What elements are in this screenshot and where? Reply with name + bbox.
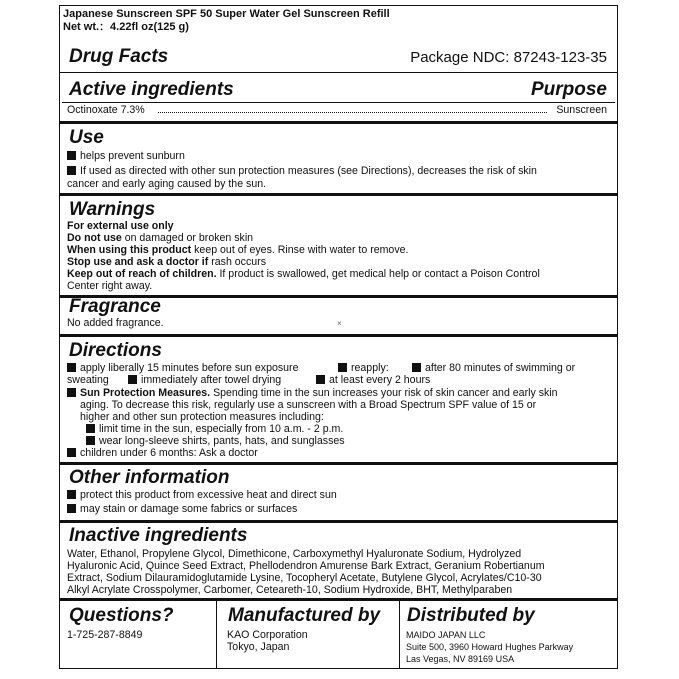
bullet-square-icon (128, 375, 137, 384)
direction-item: immediately after towel drying (128, 374, 281, 387)
use-title: Use (69, 127, 104, 148)
sun-protection-item: limit time in the sun, especially from 10 a.m. - 2 p.m. (86, 423, 343, 436)
bullet-square-icon (86, 424, 95, 433)
directions-title: Directions (69, 340, 162, 361)
use-item: If used as directed with other sun protection measures (see Directions), decreases the risk of skin (67, 165, 537, 178)
divider (59, 520, 618, 523)
bullet-square-icon (67, 363, 76, 372)
warning-keep-out: Keep out of reach of children. If product is swallowed, get medical help or contact a Poison Control (67, 268, 540, 280)
inactive-line: Extract, Sodium Dilauramidoglutamide Lysine, Tocopheryl Acetate, Butylene Glycol, Acrylates/C10-30 (67, 572, 542, 584)
sun-protection-cont: aging. To decrease this risk, regularly use a sunscreen with a Broad Spectrum SPF value of 15 or (80, 399, 537, 411)
direction-item: apply liberally 15 minutes before sun exposure (67, 362, 298, 375)
cross-mark: × (337, 319, 342, 328)
purpose-title: Purpose (530, 79, 607, 100)
bullet-square-icon (67, 388, 76, 397)
distributor-name: MAIDO JAPAN LLC (406, 630, 486, 640)
product-name: Japanese Sunscreen SPF 50 Super Water Gel Sunscreen Refill (63, 8, 390, 20)
warning-external: For external use only (67, 220, 174, 232)
warning-keep-out-cont: Center right away. (67, 280, 153, 292)
sun-protection-measures: Sun Protection Measures. Spending time in the sun increases your risk of skin cancer and early skin (67, 387, 558, 400)
divider (59, 334, 618, 337)
manufactured-by-title: Manufactured by (228, 605, 381, 626)
warning-do-not-use: Do not use on damaged or broken skin (67, 232, 254, 244)
drug-facts-title: Drug Facts (69, 46, 169, 67)
sun-protection-item: wear long-sleeve shirts, pants, hats, and sunglasses (86, 435, 345, 448)
bullet-square-icon (67, 166, 76, 175)
bullet-square-icon (86, 436, 95, 445)
divider (59, 598, 618, 601)
column-divider (216, 599, 217, 669)
bullet-square-icon (67, 448, 76, 457)
fragrance-text: No added fragrance. (67, 317, 164, 329)
active-ingredients-title: Active ingredients (69, 79, 234, 100)
manufacturer-name: KAO Corporation (227, 629, 308, 641)
use-item: helps prevent sunburn (67, 150, 185, 163)
active-ingredient: Octinoxate 7.3% (67, 104, 145, 116)
other-item: may stain or damage some fabrics or surfaces (67, 503, 297, 516)
distributed-by-title: Distributed by (407, 605, 535, 626)
divider (59, 121, 618, 124)
inactive-line: Water, Ethanol, Propylene Glycol, Dimethicone, Carboxymethyl Hyaluronate Sodium, Hydrolyzed (67, 548, 522, 560)
warnings-title: Warnings (69, 199, 156, 220)
bullet-square-icon (67, 490, 76, 499)
fragrance-title: Fragrance (69, 296, 161, 317)
net-weight: Net wt.：4.22fl oz(125 g) (63, 21, 189, 33)
column-divider (399, 599, 400, 669)
sun-protection-cont: higher and other sun protection measures including: (80, 411, 324, 423)
direction-item: at least every 2 hours (316, 374, 430, 387)
distributor-city: Las Vegas, NV 89169 USA (406, 654, 515, 664)
manufacturer-location: Tokyo, Japan (227, 641, 290, 653)
bullet-square-icon (67, 151, 76, 160)
package-ndc: Package NDC: 87243-123-35 (410, 49, 607, 66)
other-information-title: Other information (69, 467, 230, 488)
divider (59, 462, 618, 465)
leader-dots (158, 112, 547, 113)
bullet-square-icon (338, 363, 347, 372)
direction-item: after 80 minutes of swimming or (412, 362, 575, 375)
questions-title: Questions? (69, 605, 174, 626)
divider (59, 72, 618, 73)
bullet-square-icon (67, 504, 76, 513)
bullet-square-icon (412, 363, 421, 372)
warning-stop-use: Stop use and ask a doctor if rash occurs (67, 256, 266, 268)
divider (62, 102, 615, 103)
bullet-square-icon (316, 375, 325, 384)
inactive-line: Alkyl Acrylate Crosspolymer, Carbomer, Ceteareth-10, Sodium Hydroxide, BHT, Methylparaben (67, 584, 513, 596)
inactive-line: Hyaluronic Acid, Quince Seed Extract, Phellodendron Amurense Bark Extract, Geranium Robertianum (67, 560, 545, 572)
divider (59, 193, 618, 196)
other-item: protect this product from excessive heat and direct sun (67, 489, 337, 502)
direction-item: reapply: (338, 362, 389, 375)
warning-when-using: When using this product keep out of eyes. Rinse with water to remove. (67, 244, 409, 256)
purpose-value: Sunscreen (556, 104, 607, 116)
questions-phone: 1-725-287-8849 (67, 629, 143, 641)
use-item-cont: cancer and early aging caused by the sun. (67, 178, 267, 190)
direction-item-cont: sweating (67, 374, 109, 386)
distributor-address: Suite 500, 3960 Howard Hughes Parkway (406, 642, 574, 652)
direction-children: children under 6 months: Ask a doctor (67, 447, 258, 460)
inactive-ingredients-title: Inactive ingredients (69, 525, 248, 546)
